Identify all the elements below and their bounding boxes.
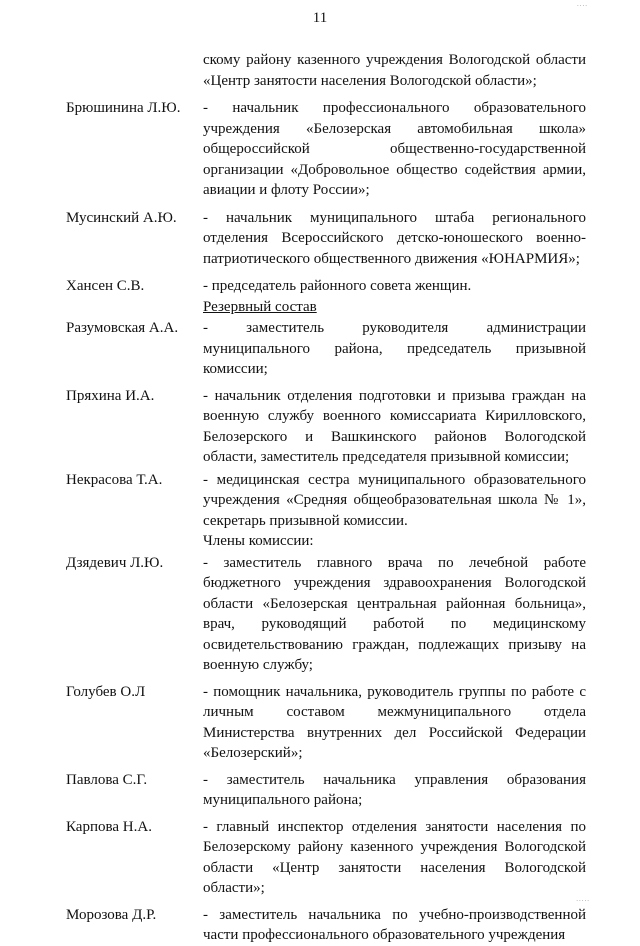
member-name: Разумовская А.А.	[66, 320, 179, 336]
members-heading: Члены комиссии:	[203, 533, 314, 549]
member-role: - начальник профессионального образовательного учреждения «Белозерская автомобильная школа» общероссийской общественно-государственной организации «Добровольное общество содействия армии, авиации и флоту России»;	[203, 100, 586, 198]
list-item	[66, 50, 586, 91]
reserve-heading: Резервный состав	[203, 298, 317, 315]
list-item	[66, 386, 586, 468]
scan-mark-bottom: .....	[576, 895, 590, 903]
scan-mark-top: ....	[577, 0, 588, 8]
list-item	[66, 553, 586, 676]
member-role: - начальник муниципального штаба регионального отделения Всероссийского детско-юношеского военно-патриотического общественного движения «ЮНАРМИЯ»;	[203, 209, 586, 267]
member-name: Некрасова Т.А.	[66, 471, 163, 488]
member-list	[66, 50, 586, 946]
member-role: - заместитель начальника управления образования муниципального района;	[203, 771, 586, 808]
member-role: - главный инспектор отделения занятости населения по Белозерскому району казенного учреждения Вологодской области «Центр занятости населения Вологодской области»;	[203, 818, 586, 896]
page-number: 11	[312, 10, 328, 26]
list-item	[66, 770, 586, 811]
member-role: - заместитель руководителя администрации муниципального района, председатель призывной комиссии;	[203, 320, 586, 377]
list-item	[66, 98, 586, 201]
section-heading-members	[66, 531, 586, 552]
member-name: Брюшинина Л.Ю.	[66, 100, 181, 116]
member-name	[66, 531, 203, 552]
list-item	[66, 208, 586, 270]
member-name: Павлова С.Г.	[66, 771, 148, 788]
member-role: скому району казенного учреждения Вологодской области «Центр занятости населения Вологодской области»;	[203, 52, 586, 89]
list-item	[66, 318, 586, 380]
section-heading-reserve	[66, 297, 586, 318]
member-name: Карпова Н.А.	[66, 818, 152, 835]
member-name: Хансен С.В.	[66, 278, 145, 294]
member-name	[66, 50, 203, 91]
member-role: - начальник отделения подготовки и призыва граждан на военную службу военного комиссариата Кирилловского, Белозерского и Вашкинского районов Вологодской области, заместитель председателя призывной комиссии;	[203, 387, 586, 465]
list-item	[66, 905, 586, 946]
list-item	[66, 817, 586, 899]
member-role: - председатель районного совета женщин.	[203, 278, 472, 294]
member-role: - заместитель главного врача по лечебной работе бюджетного учреждения здравоохранения Вологодской области «Белозерская центральная районная больница», врач, руководящий работой по медицинскому освидетельствованию граждан, подлежащих призыву на военную службу;	[203, 554, 586, 673]
member-role: - медицинская сестра муниципального образовательного учреждения «Средняя общеобразовательная школа № 1», секретарь призывной комиссии.	[203, 471, 586, 529]
member-name: Морозова Д.Р.	[66, 906, 157, 923]
member-name: Дзядевич Л.Ю.	[66, 554, 164, 571]
list-item	[66, 682, 586, 764]
member-role: - помощник начальника, руководитель группы по работе с личным составом межмуниципального отдела Министерства внутренних дел Российской Федерации «Белозерский»;	[203, 683, 586, 761]
member-name: Мусинский А.Ю.	[66, 209, 177, 226]
member-name: Пряхина И.А.	[66, 387, 155, 404]
member-role: - заместитель начальника по учебно-производственной части профессионального образовательного учреждения	[203, 906, 586, 943]
member-name	[66, 297, 203, 318]
list-item	[66, 470, 586, 532]
list-item	[66, 276, 586, 297]
member-name: Голубев О.Л	[66, 683, 146, 700]
